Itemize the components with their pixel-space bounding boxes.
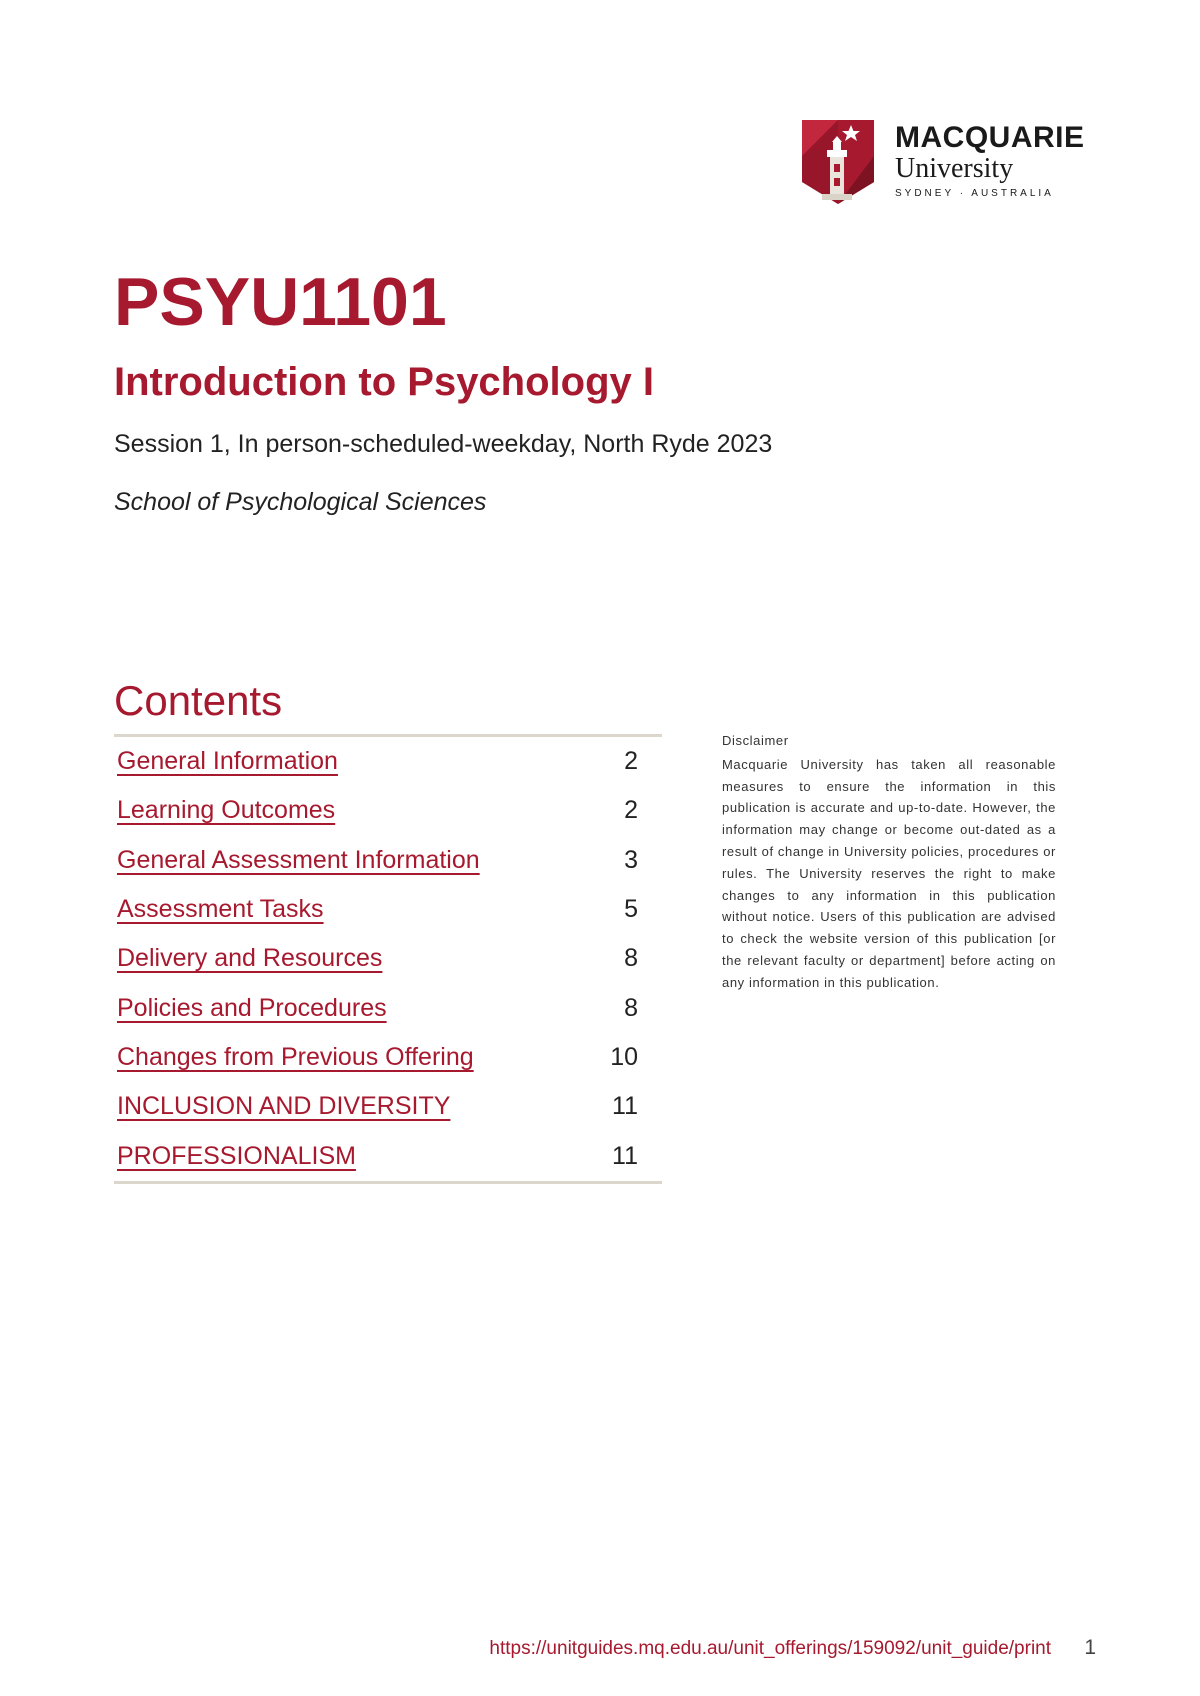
toc-row bbox=[114, 1131, 662, 1180]
logo-location: SYDNEY · AUSTRALIA bbox=[895, 188, 1054, 199]
toc-row bbox=[114, 934, 662, 983]
toc-row bbox=[114, 836, 662, 885]
university-logo bbox=[800, 116, 1100, 206]
toc-link-inclusion-and-diversity[interactable]: INCLUSION AND DIVERSITY bbox=[117, 1092, 451, 1121]
toc-link-professionalism[interactable]: PROFESSIONALISM bbox=[117, 1141, 356, 1170]
school-name: School of Psychological Sciences bbox=[114, 488, 487, 516]
toc-page-number: 11 bbox=[612, 1092, 638, 1121]
disclaimer-title: Disclaimer bbox=[722, 733, 789, 748]
toc-row bbox=[114, 885, 662, 934]
session-info: Session 1, In person-scheduled-weekday, North Ryde 2023 bbox=[114, 430, 773, 458]
toc-row bbox=[114, 1033, 662, 1082]
toc-link-assessment-tasks[interactable]: Assessment Tasks bbox=[117, 895, 324, 924]
toc-link-learning-outcomes[interactable]: Learning Outcomes bbox=[117, 796, 336, 825]
toc-row bbox=[114, 737, 662, 786]
page-footer bbox=[489, 1636, 1096, 1660]
toc-page-number: 8 bbox=[624, 944, 638, 973]
disclaimer bbox=[722, 730, 1056, 994]
toc-page-number: 8 bbox=[624, 993, 638, 1022]
toc-page-number: 2 bbox=[624, 747, 638, 776]
unit-code: PSYU1101 bbox=[114, 264, 447, 340]
unit-title: Introduction to Psychology I bbox=[114, 360, 654, 404]
toc-page-number: 11 bbox=[612, 1141, 638, 1170]
toc-row bbox=[114, 983, 662, 1032]
toc-page-number: 10 bbox=[610, 1042, 638, 1071]
logo-wordmark: MACQUARIE bbox=[895, 121, 1085, 154]
disclaimer-body: Macquarie University has taken all reasonable measures to ensure the information in this publication is accurate and up-to-date. However, the information may change or become out-dated as a result of change in University policies, procedures or rules. The University reserves the right to make changes to any information in this publication without notice. Users of this publication are advised to check the website version of this publication [or the relevant faculty or department] before acting on any information in this publication. bbox=[722, 756, 1056, 990]
footer-url-link[interactable]: https://unitguides.mq.edu.au/unit_offerings/159092/unit_guide/print bbox=[489, 1638, 1052, 1659]
toc-row bbox=[114, 1082, 662, 1131]
toc-link-delivery-and-resources[interactable]: Delivery and Resources bbox=[117, 944, 383, 973]
toc-page-number: 5 bbox=[624, 895, 638, 924]
toc-link-changes-from-previous-offering[interactable]: Changes from Previous Offering bbox=[117, 1042, 474, 1071]
shield-icon bbox=[800, 116, 876, 206]
toc-row bbox=[114, 786, 662, 835]
toc-link-general-assessment-information[interactable]: General Assessment Information bbox=[117, 845, 480, 874]
contents-heading: Contents bbox=[114, 677, 283, 724]
toc-link-general-information[interactable]: General Information bbox=[117, 747, 338, 776]
logo-university: University bbox=[895, 153, 1014, 184]
toc-link-policies-and-procedures[interactable]: Policies and Procedures bbox=[117, 993, 387, 1022]
toc-page-number: 3 bbox=[624, 845, 638, 874]
page-number: 1 bbox=[1084, 1636, 1096, 1659]
table-of-contents bbox=[114, 734, 662, 1184]
toc-page-number: 2 bbox=[624, 796, 638, 825]
